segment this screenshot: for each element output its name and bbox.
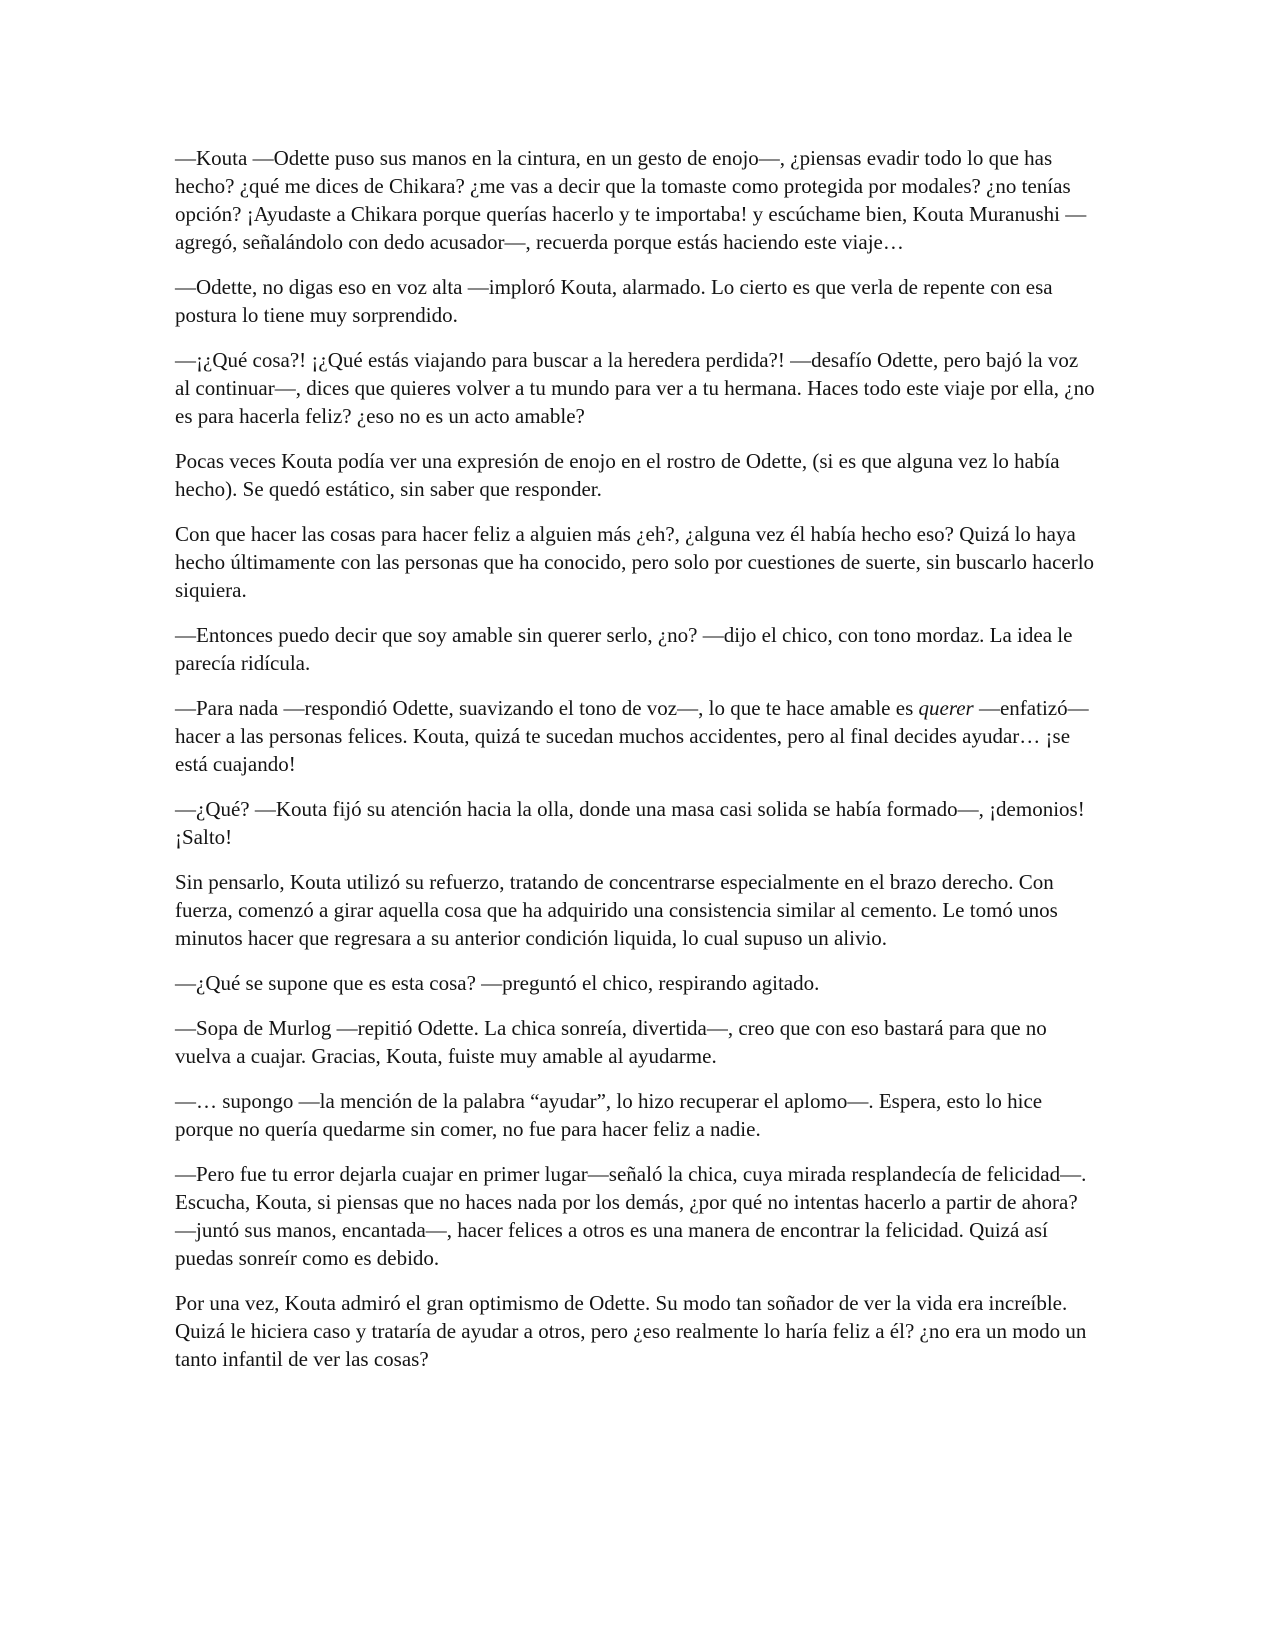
paragraph-8: —¿Qué? —Kouta fijó su atención hacia la olla, donde una masa casi solida se había formado—, ¡demonios! ¡Salto! (175, 797, 1085, 849)
paragraph-11: —Sopa de Murlog —repitió Odette. La chica sonreía, divertida—, creo que con eso bastará para que no vuelva a cuajar. Gracias, Kouta, fuiste muy amable al ayudarme. (175, 1016, 1047, 1068)
paragraph-7 (175, 694, 1095, 778)
paragraph-12: —… supongo —la mención de la palabra “ayudar”, lo hizo recuperar el aplomo—. Espera, esto lo hice porque no quería quedarme sin comer, no fue para hacer feliz a nadie. (175, 1089, 1043, 1141)
paragraph-7-emphasis: querer (918, 696, 974, 720)
paragraph-14: Por una vez, Kouta admiró el gran optimismo de Odette. Su modo tan soñador de ver la vida era increíble. Quizá le hiciera caso y trataría de ayudar a otros, pero ¿eso realmente lo haría feliz a él? ¿no era un modo un tanto infantil de ver las cosas? (175, 1291, 1087, 1371)
paragraph-7-before: —Para nada —respondió Odette, suavizando el tono de voz—, lo que te hace amable es (175, 696, 919, 720)
document-page (175, 144, 1095, 1390)
paragraph-4: Pocas veces Kouta podía ver una expresión de enojo en el rostro de Odette, (si es que alguna vez lo había hecho). Se quedó estático, sin saber que responder. (175, 449, 1060, 501)
paragraph-9: Sin pensarlo, Kouta utilizó su refuerzo, tratando de concentrarse especialmente en el brazo derecho. Con fuerza, comenzó a girar aquella cosa que ha adquirido una consistencia similar al cemento. Le tomó unos minutos hacer que regresara a su anterior condición liquida, lo cual supuso un alivio. (175, 870, 1058, 950)
paragraph-13: —Pero fue tu error dejarla cuajar en primer lugar—señaló la chica, cuya mirada resplandecía de felicidad—. Escucha, Kouta, si piensas que no haces nada por los demás, ¿por qué no intentas hacerlo a partir de ahora? —juntó sus manos, encantada—, hacer felices a otros es una manera de encontrar la felicidad. Quizá así puedas sonreír como es debido. (175, 1162, 1087, 1270)
paragraph-3: —¡¿Qué cosa?! ¡¿Qué estás viajando para buscar a la heredera perdida?! —desafío Odette, pero bajó la voz al continuar—, dices que quieres volver a tu mundo para ver a tu hermana. Haces todo este viaje por ella, ¿no es para hacerla feliz? ¿eso no es un acto amable? (175, 348, 1095, 428)
paragraph-5: Con que hacer las cosas para hacer feliz a alguien más ¿eh?, ¿alguna vez él había hecho eso? Quizá lo haya hecho últimamente con las personas que ha conocido, pero solo por cuestiones de suerte, sin buscarlo hacerlo siquiera. (175, 522, 1095, 602)
paragraph-6: —Entonces puedo decir que soy amable sin querer serlo, ¿no? —dijo el chico, con tono mordaz. La idea le parecía ridícula. (175, 623, 1073, 675)
paragraph-7-after: —enfatizó— hacer a las personas felices. Kouta, quizá te sucedan muchos accidentes, pero al final decides ayudar… ¡se está cuajando! (175, 696, 1089, 776)
paragraph-2: —Odette, no digas eso en voz alta —imploró Kouta, alarmado. Lo cierto es que verla de repente con esa postura lo tiene muy sorprendido. (175, 275, 1053, 327)
paragraph-1: —Kouta —Odette puso sus manos en la cintura, en un gesto de enojo—, ¿piensas evadir todo lo que has hecho? ¿qué me dices de Chikara? ¿me vas a decir que la tomaste como protegida por modales? ¿no tenías opción? ¡Ayudaste a Chikara porque querías hacerlo y te importaba! y escúchame bien, Kouta Muranushi —agregó, señalándolo con dedo acusador—, recuerda porque estás haciendo este viaje… (175, 146, 1087, 254)
paragraph-10: —¿Qué se supone que es esta cosa? —preguntó el chico, respirando agitado. (175, 971, 820, 995)
